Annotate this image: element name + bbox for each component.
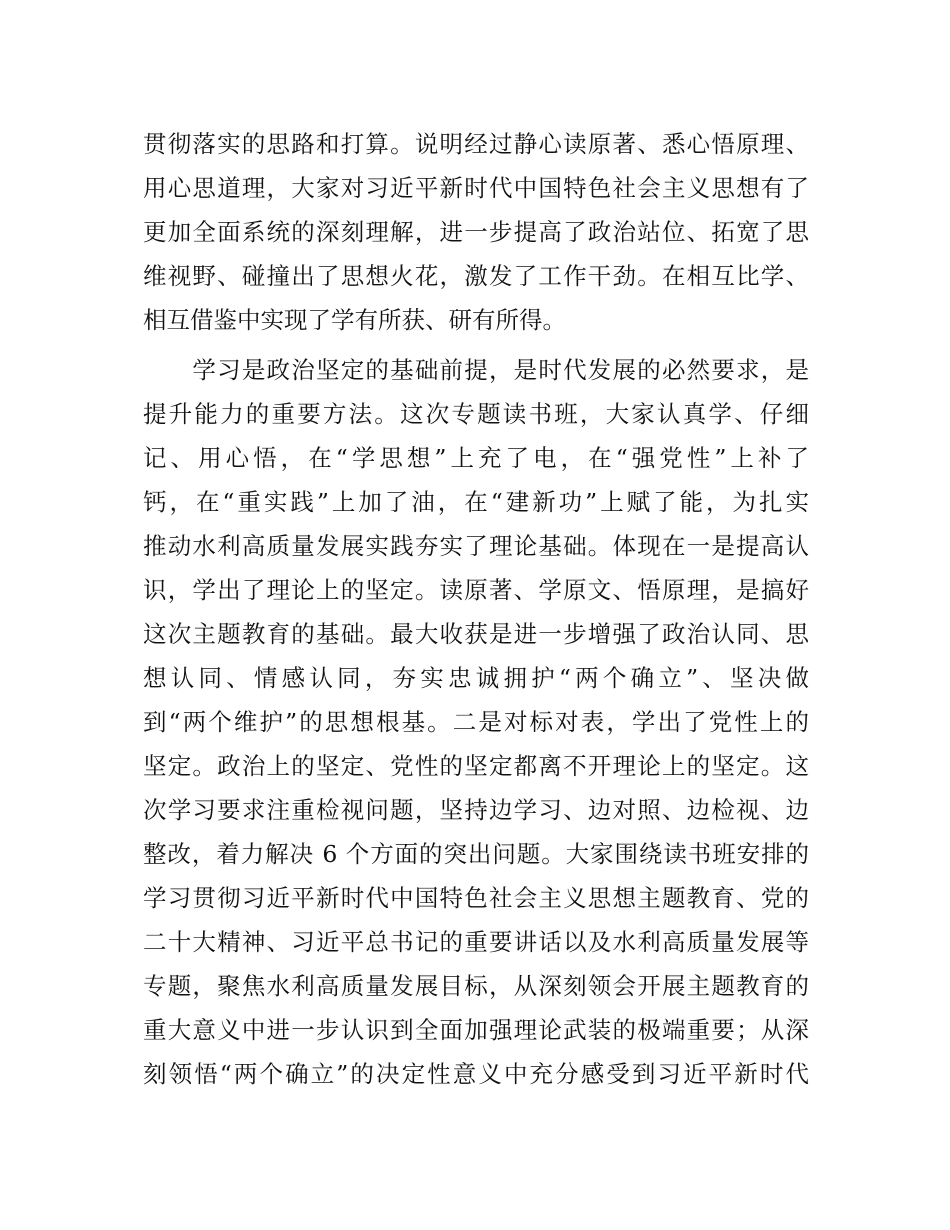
text-line: 专题，聚焦水利高质量发展目标，从深刻领会开展主题教育的 [143,972,809,1000]
text-line: 刻领悟“两个确立”的决定性意义中充分感受到习近平新时代 [143,1060,809,1088]
text-line: 想认同、情感认同，夯实忠诚拥护“两个确立”、坚决做 [143,664,809,692]
text-line: 学习贯彻习近平新时代中国特色社会主义思想主题教育、党的 [143,884,809,912]
text-line: 钙，在“重实践”上加了油，在“建新功”上赋了能，为扎实 [143,488,809,516]
paragraph-1 [143,122,809,342]
text-line: 学习是政治坚定的基础前提，是时代发展的必然要求，是 [143,356,809,384]
text-line: 提升能力的重要方法。这次专题读书班，大家认真学、仔细 [143,400,809,428]
text-line: 识，学出了理论上的坚定。读原著、学原文、悟原理，是搞好 [143,576,809,604]
text-line: 相互借鉴中实现了学有所获、研有所得。 [143,306,566,334]
text-line: 用心思道理，大家对习近平新时代中国特色社会主义思想有了 [143,174,809,202]
text-line: 记、用心悟，在“学思想”上充了电，在“强党性”上补了 [143,444,809,472]
text-line: 更加全面系统的深刻理解，进一步提高了政治站位、拓宽了思 [143,218,809,246]
text-line: 到“两个维护”的思想根基。二是对标对表，学出了党性上的 [143,708,809,736]
text-line: 贯彻落实的思路和打算。说明经过静心读原著、悉心悟原理、 [143,130,809,158]
text-line: 推动水利高质量发展实践夯实了理论基础。体现在一是提高认 [143,532,809,560]
text-line: 重大意义中进一步认识到全面加强理论武装的极端重要；从深 [143,1016,809,1044]
text-line: 坚定。政治上的坚定、党性的坚定都离不开理论上的坚定。这 [143,752,809,780]
text-line: 次学习要求注重检视问题，坚持边学习、边对照、边检视、边 [143,796,809,824]
text-line: 整改，着力解决 6 个方面的突出问题。大家围绕读书班安排的 [143,840,809,868]
document-body [143,122,809,1096]
text-line: 这次主题教育的基础。最大收获是进一步增强了政治认同、思 [143,620,809,648]
text-line: 维视野、碰撞出了思想火花，激发了工作干劲。在相互比学、 [143,262,809,290]
paragraph-2 [143,348,809,1096]
text-line: 二十大精神、习近平总书记的重要讲话以及水利高质量发展等 [143,928,809,956]
